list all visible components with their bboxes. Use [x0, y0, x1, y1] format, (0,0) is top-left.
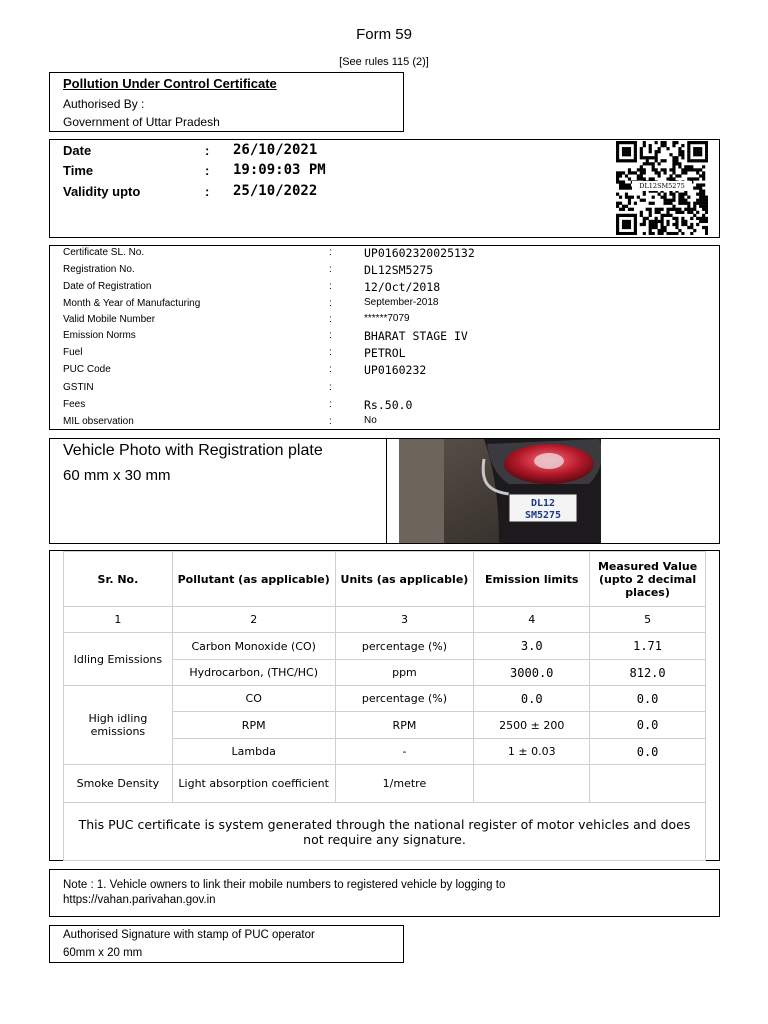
- pollutant-cell: Hydrocarbon, (THC/HC): [172, 660, 335, 686]
- authorised-by-label: Authorised By :: [63, 97, 145, 111]
- measured-cell: 0.0: [590, 712, 706, 739]
- header-measured: Measured Value (upto 2 decimal places): [590, 552, 706, 607]
- unit-cell: -: [335, 739, 474, 765]
- header-sr-no: Sr. No.: [64, 552, 173, 607]
- vahan-link[interactable]: https://vahan.parivahan.gov.in: [63, 894, 216, 906]
- photo-box: [49, 438, 720, 544]
- table-row: [64, 686, 706, 712]
- form-title: Form 59: [356, 26, 412, 43]
- detail-label: Valid Mobile Number: [63, 314, 156, 325]
- table-row: [64, 633, 706, 660]
- detail-separator: :: [329, 298, 332, 309]
- signature-box: [49, 925, 404, 963]
- plate-line1: DL12: [530, 498, 556, 509]
- col-number: 5: [590, 607, 706, 633]
- header-limits: Emission limits: [474, 552, 590, 607]
- authority-box: [49, 72, 404, 132]
- detail-value: DL12SM5275: [364, 263, 434, 277]
- limit-cell: [474, 765, 590, 803]
- pollutant-cell: Lambda: [172, 739, 335, 765]
- pollutant-cell: RPM: [172, 712, 335, 739]
- unit-cell: RPM: [335, 712, 474, 739]
- detail-separator: :: [329, 364, 332, 375]
- pollutant-cell: Light absorption coefficient: [172, 765, 335, 803]
- unit-cell: percentage (%): [335, 686, 474, 712]
- plate-line2: SM5275: [524, 510, 562, 521]
- note-box: [49, 869, 720, 917]
- signature-size: 60mm x 20 mm: [63, 947, 143, 959]
- date-separator: :: [205, 143, 210, 158]
- qr-caption: DL12SM5275: [632, 181, 692, 191]
- time-value: 19:09:03 PM: [233, 162, 326, 178]
- qr-code-icon: [616, 141, 708, 235]
- detail-value: September-2018: [364, 297, 439, 308]
- signature-label: Authorised Signature with stamp of PUC operator: [63, 929, 315, 941]
- limit-cell: 3000.0: [474, 660, 590, 686]
- detail-separator: :: [329, 416, 332, 427]
- detail-label: Fees: [63, 399, 86, 410]
- detail-label: PUC Code: [63, 364, 111, 375]
- table-number-row: [64, 607, 706, 633]
- detail-separator: :: [329, 314, 332, 325]
- time-label: Time: [63, 163, 94, 178]
- form-rules: [See rules 115 (2)]: [339, 56, 429, 68]
- detail-label: Emission Norms: [63, 330, 136, 341]
- table-footer-row: [64, 803, 706, 861]
- detail-value: ******7079: [364, 313, 410, 324]
- detail-separator: :: [329, 264, 332, 275]
- government-name: Government of Uttar Pradesh: [63, 115, 220, 129]
- certificate-heading: Pollution Under Control Certificate: [63, 76, 277, 91]
- detail-value: Rs.50.0: [364, 398, 413, 412]
- limit-cell: 2500 ± 200: [474, 712, 590, 739]
- datetime-box: [49, 139, 720, 238]
- date-label: Date: [63, 143, 92, 158]
- detail-label: Registration No.: [63, 264, 135, 275]
- limit-cell: 1 ± 0.03: [474, 739, 590, 765]
- measured-cell: 0.0: [590, 686, 706, 712]
- high-idling-label: High idling emissions: [64, 686, 173, 765]
- detail-separator: :: [329, 281, 332, 292]
- detail-value: PETROL: [364, 346, 406, 360]
- measured-cell: 812.0: [590, 660, 706, 686]
- detail-label: GSTIN: [63, 382, 94, 393]
- limit-cell: 3.0: [474, 633, 590, 660]
- vehicle-details-box: [49, 245, 720, 430]
- detail-label: Date of Registration: [63, 281, 152, 292]
- emissions-box: [49, 550, 720, 861]
- validity-value: 25/10/2022: [233, 183, 318, 199]
- vehicle-photo: [399, 439, 601, 543]
- measured-cell: [590, 765, 706, 803]
- smoke-label: Smoke Density: [64, 765, 173, 803]
- detail-label: Month & Year of Manufacturing: [63, 298, 201, 309]
- validity-separator: :: [205, 184, 210, 199]
- detail-separator: :: [329, 247, 332, 258]
- col-number: 1: [64, 607, 173, 633]
- detail-value: UP01602320025132: [364, 246, 475, 260]
- table-header-row: [64, 552, 706, 607]
- detail-label: MIL observation: [63, 416, 134, 427]
- detail-separator: :: [329, 382, 332, 393]
- measured-cell: 1.71: [590, 633, 706, 660]
- detail-separator: :: [329, 347, 332, 358]
- detail-separator: :: [329, 399, 332, 410]
- detail-separator: :: [329, 330, 332, 341]
- photo-size: 60 mm x 30 mm: [63, 467, 171, 484]
- limit-cell: 0.0: [474, 686, 590, 712]
- validity-label: Validity upto: [63, 184, 141, 199]
- pollutant-cell: Carbon Monoxide (CO): [172, 633, 335, 660]
- col-number: 3: [335, 607, 474, 633]
- note-text: Note : 1. Vehicle owners to link their mobile numbers to registered vehicle by logging to: [63, 879, 506, 891]
- table-row: [64, 765, 706, 803]
- unit-cell: ppm: [335, 660, 474, 686]
- emissions-table: [63, 551, 706, 861]
- idling-label: Idling Emissions: [64, 633, 173, 686]
- col-number: 2: [172, 607, 335, 633]
- unit-cell: percentage (%): [335, 633, 474, 660]
- date-value: 26/10/2021: [233, 142, 318, 158]
- col-number: 4: [474, 607, 590, 633]
- detail-value: No: [364, 415, 377, 426]
- pollutant-cell: CO: [172, 686, 335, 712]
- header-pollutant: Pollutant (as applicable): [172, 552, 335, 607]
- detail-label: Certificate SL. No.: [63, 247, 145, 258]
- time-separator: :: [205, 163, 210, 178]
- unit-cell: 1/metre: [335, 765, 474, 803]
- detail-label: Fuel: [63, 347, 83, 358]
- header-units: Units (as applicable): [335, 552, 474, 607]
- measured-cell: 0.0: [590, 739, 706, 765]
- detail-value: BHARAT STAGE IV: [364, 329, 468, 343]
- system-generated-note: This PUC certificate is system generated through the national register of motor vehicles and does not require any signature.: [64, 803, 706, 861]
- photo-caption: Vehicle Photo with Registration plate: [63, 442, 323, 459]
- detail-value: UP0160232: [364, 363, 427, 377]
- detail-value: 12/Oct/2018: [364, 280, 441, 294]
